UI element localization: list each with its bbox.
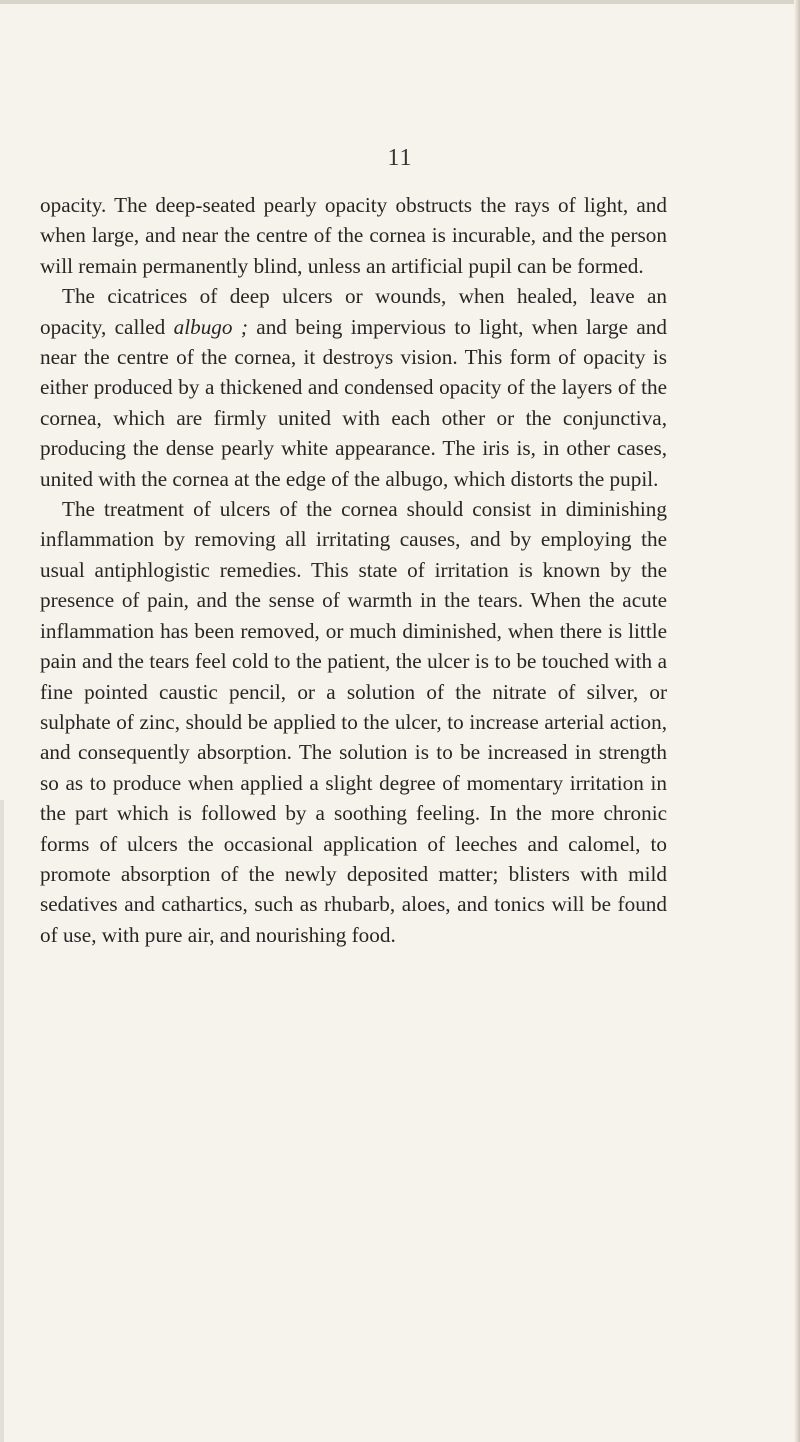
paragraph-2	[40, 281, 667, 494]
page-right-edge	[794, 0, 800, 1442]
paragraph-1-text: opacity. The deep-seated pearly opacity obstructs the rays of light, and when large, and near the centre of the cornea is incurable, and the person will remain permanently blind, unless an artificial pupil can be formed.	[40, 193, 667, 278]
paragraph-2-text-end: and being impervious to light, when large and near the centre of the cornea, it destroys vision. This form of opacity is either produced by a thickened and condensed opacity of the layers of the cornea, which are firmly united with each other or the conjunctiva, producing the dense pearly white appearance. The iris is, in other cases, united with the cornea at the edge of the albugo, which distorts the pupil.	[40, 314, 667, 491]
paragraph-3	[40, 494, 667, 950]
paragraph-2-text-start: The cicatrices of deep ulcers or wounds, when healed, leave an opacity, called	[40, 284, 667, 339]
albugo-term: albugo ;	[173, 314, 248, 339]
body-text	[40, 190, 667, 950]
page-left-edge	[0, 800, 4, 1442]
paragraph-3-text: The treatment of ulcers of the cornea should consist in diminishing inflammation by removing all irritating causes, and by employing the usual antiphlogistic remedies. This state of irritation is known by the presence of pain, and the sense of warmth in the tears. When the acute inflammation has been removed, or much diminished, when there is little pain and the tears feel cold to the patient, the ulcer is to be touched with a fine pointed caustic pencil, or a solution of the nitrate of silver, or sulphate of zinc, should be applied to the ulcer, to increase arterial action, and consequently absorption. The solution is to be increased in strength so as to produce when applied a slight degree of momentary irritation in the part which is followed by a soothing feeling. In the more chronic forms of ulcers the occasional application of leeches and calomel, to promote absorption of the newly deposited matter; blisters with mild sedatives and cathartics, such as rhubarb, aloes, and tonics will be found of use, with pure air, and nourishing food.	[40, 497, 667, 947]
page-number: 11	[387, 145, 413, 171]
page-top-edge	[0, 0, 800, 4]
paragraph-1	[40, 190, 667, 281]
